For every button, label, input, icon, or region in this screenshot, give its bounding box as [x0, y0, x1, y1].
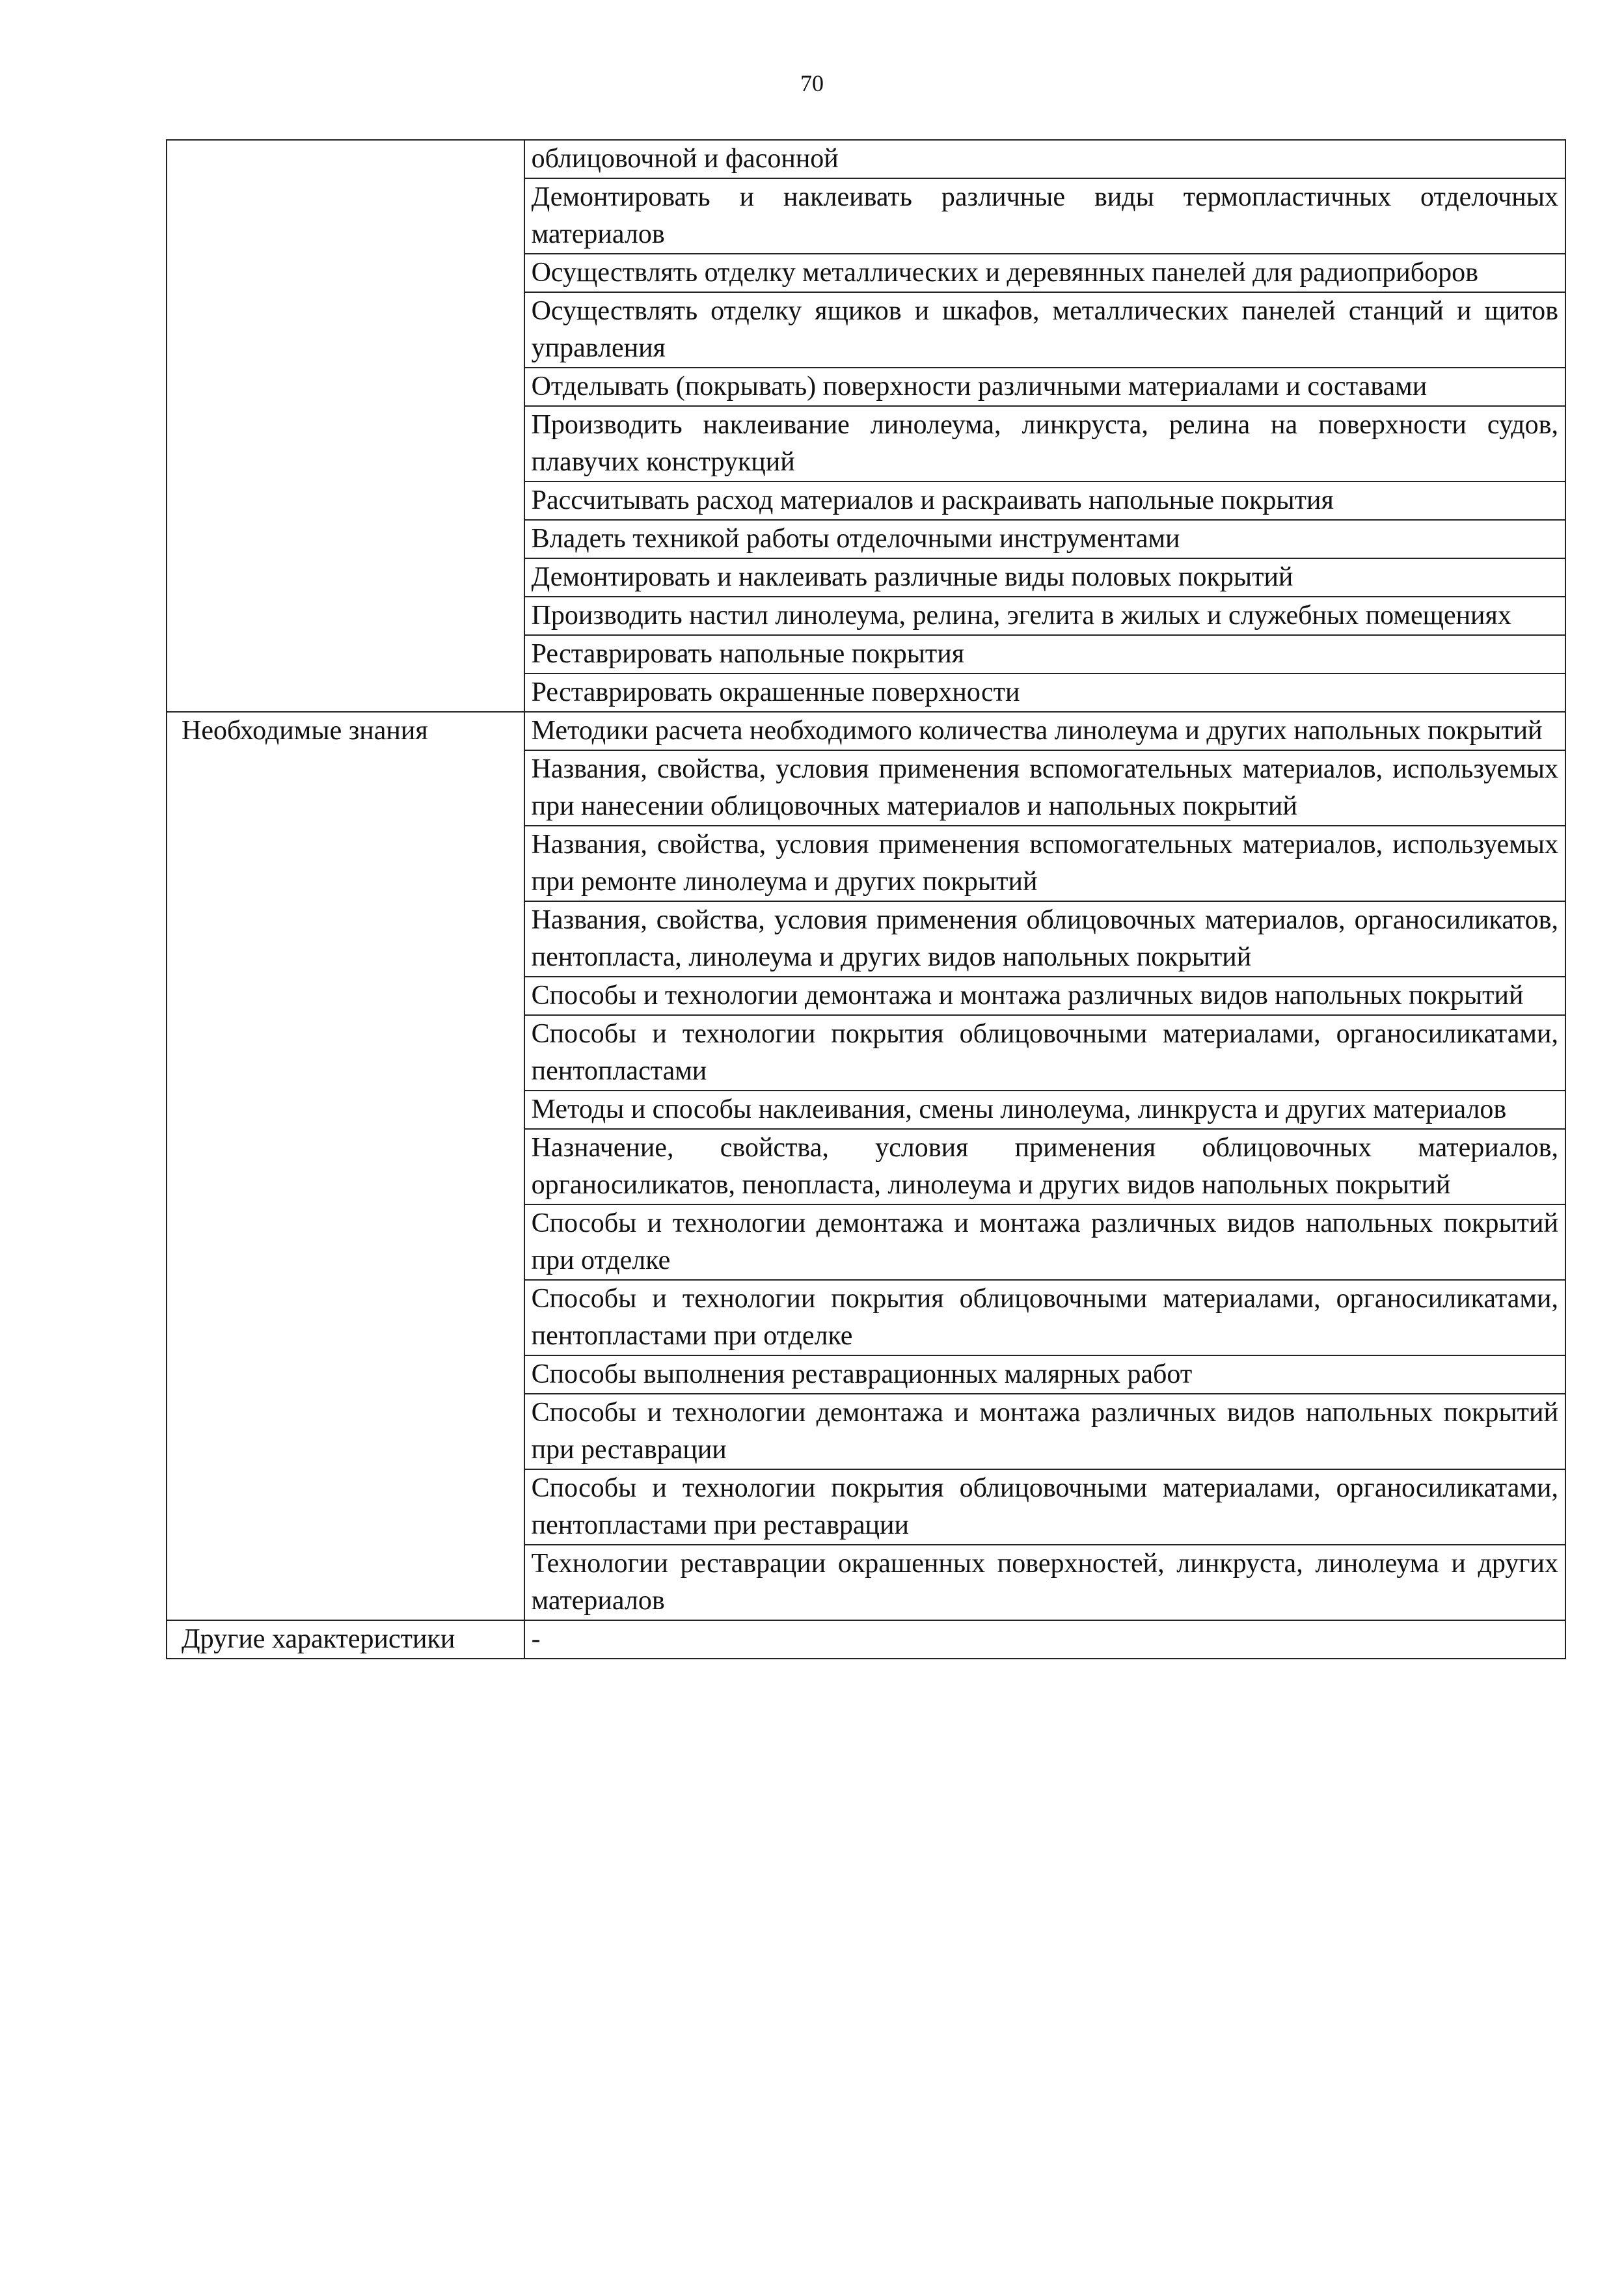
- table-cell: Методы и способы наклеивания, смены линолеума, линкруста и других материалов: [524, 1091, 1565, 1129]
- table-cell: Производить наклеивание линолеума, линкруста, релина на поверхности судов, плавучих конструкций: [524, 406, 1565, 482]
- table-cell: Способы и технологии покрытия облицовочными материалами, органосиликатами, пентопластами при отделке: [524, 1280, 1565, 1355]
- table-cell: облицовочной и фасонной: [524, 140, 1565, 178]
- table-cell: Названия, свойства, условия применения вспомогательных материалов, используемых при нанесении облицовочных материалов и напольных покрытий: [524, 750, 1565, 826]
- knowledge-label: Необходимые знания: [167, 712, 524, 1620]
- table-cell: Владеть техникой работы отделочными инструментами: [524, 520, 1565, 558]
- table-cell: Отделывать (покрывать) поверхности различными материалами и составами: [524, 368, 1565, 406]
- table-cell: Реставрировать окрашенные поверхности: [524, 673, 1565, 712]
- table-cell: Осуществлять отделку металлических и деревянных панелей для радиоприборов: [524, 254, 1565, 292]
- table-cell: Способы и технологии демонтажа и монтажа различных видов напольных покрытий при отделке: [524, 1204, 1565, 1280]
- table-cell: Реставрировать напольные покрытия: [524, 635, 1565, 673]
- table-cell: Способы выполнения реставрационных малярных работ: [524, 1355, 1565, 1394]
- table-cell: Демонтировать и наклеивать различные виды термопластичных отделочных материалов: [524, 178, 1565, 254]
- table-cell: Способы и технологии демонтажа и монтажа различных видов напольных покрытий: [524, 977, 1565, 1015]
- skills-label-cell: [167, 140, 524, 712]
- other-characteristics-value: -: [524, 1620, 1565, 1659]
- table-cell: Назначение, свойства, условия применения облицовочных материалов, органосиликатов, пенопласта, линолеума и других видов напольных покрытий: [524, 1129, 1565, 1204]
- other-characteristics-label: Другие характеристики: [167, 1620, 524, 1659]
- table-cell: Рассчитывать расход материалов и раскраивать напольные покрытия: [524, 482, 1565, 520]
- table-cell: Демонтировать и наклеивать различные виды половых покрытий: [524, 558, 1565, 597]
- qualification-table: [166, 139, 1566, 1659]
- table-cell: Способы и технологии покрытия облицовочными материалами, органосиликатами, пентопластами при реставрации: [524, 1469, 1565, 1545]
- table-cell: Производить настил линолеума, релина, эгелита в жилых и служебных помещениях: [524, 597, 1565, 635]
- table-cell: Осуществлять отделку ящиков и шкафов, металлических панелей станций и щитов управления: [524, 292, 1565, 368]
- table-cell: Методики расчета необходимого количества линолеума и других напольных покрытий: [524, 712, 1565, 750]
- table-row: [167, 712, 1565, 750]
- table-row: [167, 140, 1565, 178]
- page-number: 70: [800, 70, 824, 96]
- table-cell: Технологии реставрации окрашенных поверхностей, линкруста, линолеума и других материалов: [524, 1545, 1565, 1620]
- table-row: [167, 1620, 1565, 1659]
- table-cell: Названия, свойства, условия применения вспомогательных материалов, используемых при ремонте линолеума и других покрытий: [524, 826, 1565, 901]
- table-cell: Способы и технологии покрытия облицовочными материалами, органосиликатами, пентопластами: [524, 1015, 1565, 1091]
- table-cell: Названия, свойства, условия применения облицовочных материалов, органосиликатов, пентопласта, линолеума и других видов напольных покрытий: [524, 901, 1565, 977]
- table-cell: Способы и технологии демонтажа и монтажа различных видов напольных покрытий при реставрации: [524, 1394, 1565, 1469]
